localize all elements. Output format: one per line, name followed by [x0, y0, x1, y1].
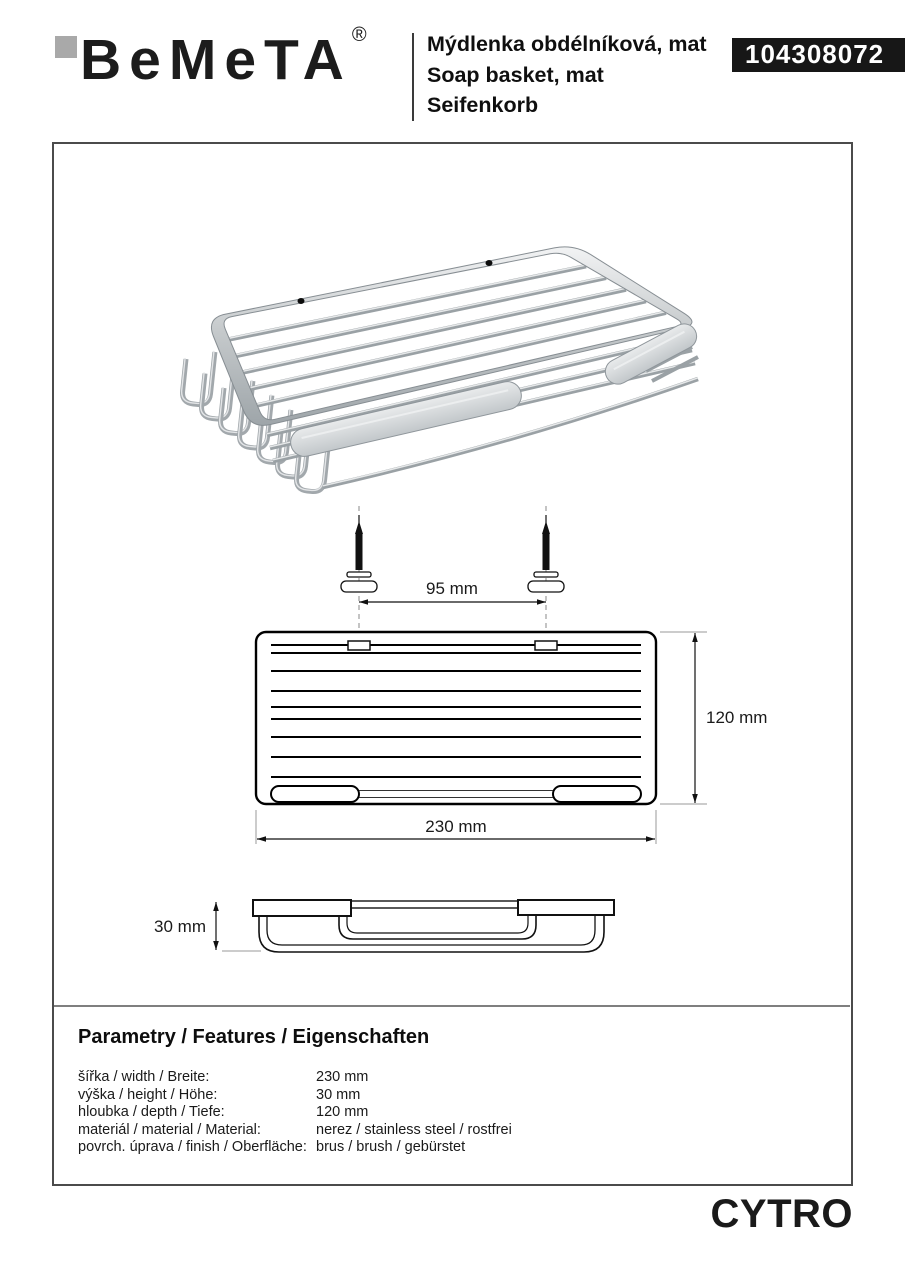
param-value: 230 mm — [316, 1069, 369, 1085]
product-title-en: Soap basket, mat — [427, 62, 604, 87]
parameters-table — [78, 1069, 818, 1157]
product-title-cs: Mýdlenka obdélníková, mat — [427, 32, 707, 56]
dimension-arrow — [257, 836, 266, 842]
dim-height-label: 30 mm — [154, 917, 206, 936]
screw-icon — [528, 515, 564, 592]
dimension-arrow — [692, 633, 698, 642]
side-view — [253, 900, 614, 952]
param-label: výška / height / Höhe: — [78, 1086, 218, 1103]
logo-square-icon — [55, 36, 77, 58]
param-value: brus / brush / gebürstet — [316, 1139, 466, 1156]
table-row — [78, 1069, 818, 1087]
header-divider — [412, 33, 414, 121]
screw-icon — [341, 515, 377, 592]
foot — [553, 786, 641, 802]
dim-depth-label: 120 mm — [706, 708, 768, 727]
dim-width-label: 230 mm — [425, 817, 487, 836]
dimension-arrow — [359, 599, 368, 605]
table-row — [78, 1139, 818, 1157]
brand-logo — [80, 24, 367, 93]
dimension-arrow — [537, 599, 546, 605]
param-label: povrch. úprava / finish / Oberfläche: — [78, 1139, 307, 1156]
mounting-tab — [535, 641, 557, 650]
product-title-de: Seifenkorb — [427, 93, 539, 117]
dimension-arrow — [692, 794, 698, 803]
foot — [271, 786, 359, 802]
table-row — [78, 1122, 818, 1140]
param-label: šířka / width / Breite: — [78, 1069, 210, 1085]
top-view — [256, 632, 656, 804]
param-label: hloubka / depth / Tiefe: — [78, 1104, 225, 1121]
parameters-section — [78, 1026, 818, 1157]
dimension-arrow — [646, 836, 655, 842]
dimension-arrow — [213, 941, 219, 950]
dimension-arrow — [213, 902, 219, 911]
param-value: 120 mm — [316, 1104, 369, 1121]
registered-trademark-icon: ® — [351, 24, 367, 46]
param-label: materiál / material / Material: — [78, 1121, 261, 1138]
param-value: nerez / stainless steel / rostfrei — [316, 1121, 512, 1138]
table-row — [78, 1104, 818, 1122]
drawing-panel — [52, 142, 853, 1186]
dim-hole-spacing-label: 95 mm — [426, 579, 478, 598]
series-name: CYTRO — [710, 1192, 853, 1236]
mounting-tab — [348, 641, 370, 650]
table-row — [78, 1087, 818, 1105]
param-value: 30 mm — [316, 1086, 361, 1103]
brand-wordmark: BeMeTA — [80, 28, 352, 92]
product-titles — [427, 29, 707, 121]
product-code-badge: 104308072 — [732, 38, 905, 72]
parameters-title: Parametry / Features / Eigenschaften — [78, 1026, 430, 1048]
